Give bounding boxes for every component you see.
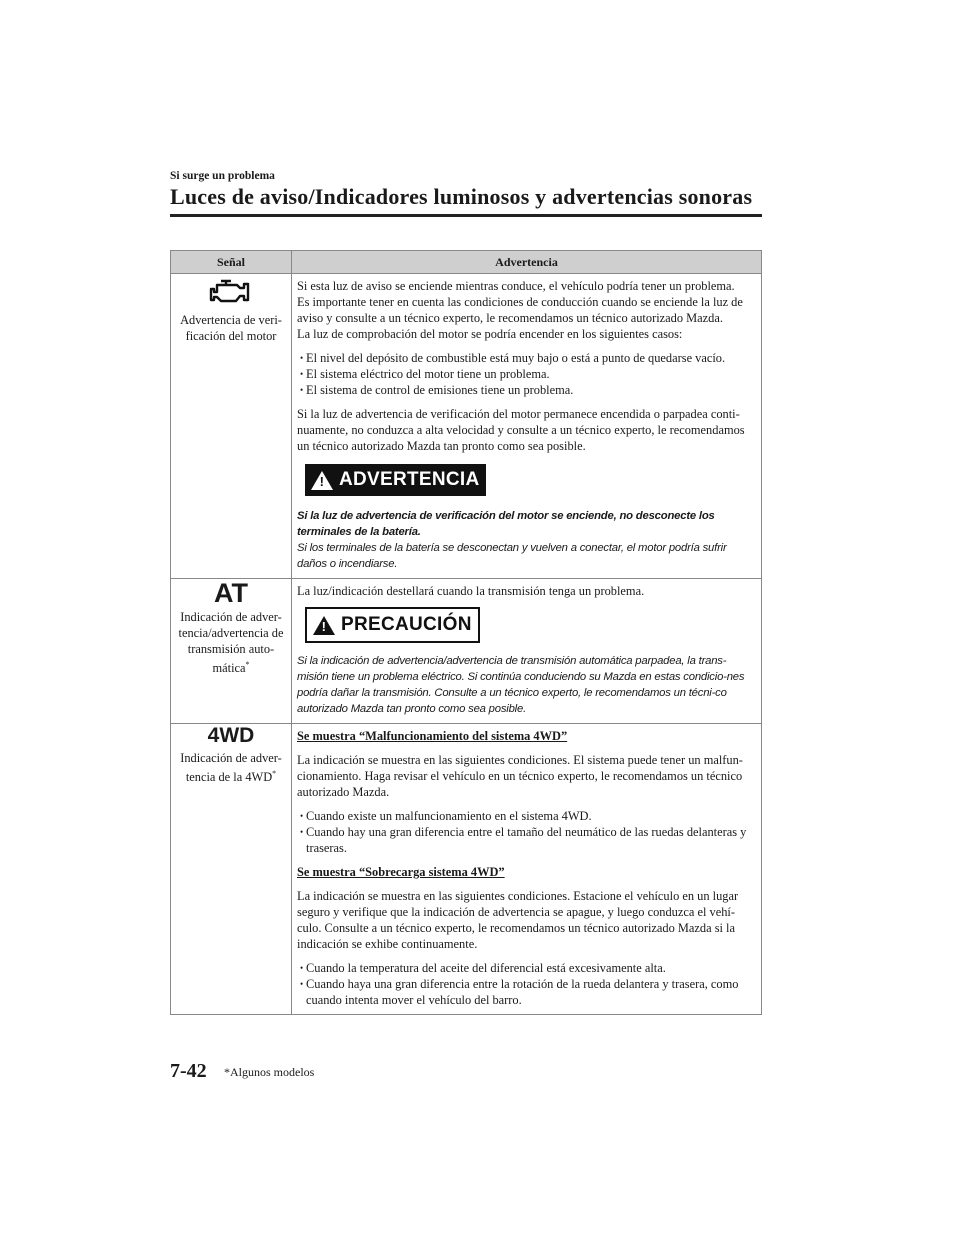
subheading: Se muestra “Sobrecarga sistema 4WD” <box>297 865 505 879</box>
warning-cell <box>292 724 762 1015</box>
at-indicator-icon: AT <box>214 578 248 608</box>
warning-triangle-icon: ! <box>313 616 335 635</box>
callout-label: PRECAUCIÓN <box>341 614 472 635</box>
signal-cell <box>171 274 292 579</box>
body-text: Si esta luz de aviso se enciende mientras conduce, el vehículo podría tener un problema. <box>297 279 735 293</box>
signal-label: Indicación de adver-tencia/advertencia de transmisión auto-mática* <box>178 610 284 676</box>
body-text: La indicación se muestra en las siguientes condiciones. El sistema puede tener un malfun-cionamiento. Haga revisar el vehículo en un técnico experto, le recomendamos un técnico autorizado Mazda. <box>297 753 743 799</box>
bullet-list <box>297 808 756 856</box>
warning-cell <box>292 274 762 579</box>
body-text: La luz/indicación destellará cuando la transmisión tenga un problema. <box>297 584 645 598</box>
footer-note: *Algunos modelos <box>224 1065 315 1079</box>
list-item: • El sistema eléctrico del motor tiene un problema. <box>301 366 756 382</box>
warning-triangle-icon: ! <box>311 471 333 490</box>
body-text: La indicación se muestra en las siguientes condiciones. Estacione el vehículo en un lugar seguro y verifique que la indicación de advertencia se apague, y luego conduzca el vehí-culo. Consulte a un técnico experto, le recomendamos un técnico autorizado Mazda si la indicación se exhibe continuamente. <box>297 889 739 951</box>
col-warning-header: Advertencia <box>292 251 762 274</box>
subheading: Se muestra “Malfuncionamiento del sistema 4WD” <box>297 729 568 743</box>
4wd-indicator-icon: 4WD <box>207 724 255 747</box>
title-rule <box>170 214 762 217</box>
page-number: 7-42 <box>170 1060 207 1082</box>
list-item: • Cuando la temperatura del aceite del diferencial está excesivamente alta. <box>301 960 756 976</box>
warning-cell <box>292 579 762 724</box>
section-label: Si surge un problema <box>170 170 275 182</box>
list-item: • El nivel del depósito de combustible está muy bajo o está a punto de quedarse vacío. <box>301 350 756 366</box>
signal-label: Indicación de adver-tencia de la 4WD* <box>180 751 282 785</box>
table-row <box>171 579 762 724</box>
callout-text: Si los terminales de la batería se desconectan y vuelven a conectar, el motor podría sufrir daños o incendiarse. <box>297 542 727 570</box>
list-item: • El sistema de control de emisiones tiene un problema. <box>301 382 756 398</box>
list-item: • Cuando hay una gran diferencia entre el tamaño del neumático de las ruedas delanteras y traseras. <box>301 824 756 856</box>
body-text: Es importante tener en cuenta las condiciones de conducción cuando se enciende la luz de aviso y consulte a un técnico experto, le recomendamos un técnico autorizado Mazda. <box>297 295 743 325</box>
caution-callout <box>305 607 480 643</box>
warning-callout <box>305 464 486 496</box>
bullet-list <box>297 960 756 1008</box>
callout-label: ADVERTENCIA <box>339 469 480 490</box>
col-signal-header: Señal <box>171 251 292 274</box>
callout-bold-text: Si la luz de advertencia de verificación del motor se enciende, no desconecte los terminales de la batería. <box>297 510 715 538</box>
table-row <box>171 724 762 1015</box>
body-text: La luz de comprobación del motor se podría encender en los siguientes casos: <box>297 327 683 341</box>
signal-cell <box>171 724 292 1015</box>
engine-check-icon <box>209 274 253 308</box>
bullet-list <box>297 350 756 398</box>
list-item: • Cuando haya una gran diferencia entre la rotación de la rueda delantera y trasera, como cuando intenta mover el vehículo del barro. <box>301 976 756 1008</box>
table-header-row <box>171 251 762 274</box>
signal-cell <box>171 579 292 724</box>
page-title: Luces de aviso/Indicadores luminosos y advertencias sonoras <box>170 184 753 209</box>
signal-label: Advertencia de veri-ficación del motor <box>180 313 282 343</box>
list-item: • Cuando existe un malfuncionamiento en el sistema 4WD. <box>301 808 756 824</box>
warning-table <box>170 250 762 1015</box>
body-text: Si la luz de advertencia de verificación del motor permanece encendida o parpadea conti-nuamente, no conduzca a alta velocidad y consulte a un técnico experto, le recomendamos un técnico autorizado Mazda tan pronto como sea posible. <box>297 407 745 453</box>
table-row <box>171 274 762 579</box>
callout-text: Si la indicación de advertencia/advertencia de transmisión automática parpadea, la trans-misión tiene un problema eléctrico. Si continúa conduciendo su Mazda en estas condicio-nes podría dañar la transmisión. Consulte a un técnico experto, le recomendamos un técni-co autorizado Mazda tan pronto como sea posible. <box>297 655 745 715</box>
